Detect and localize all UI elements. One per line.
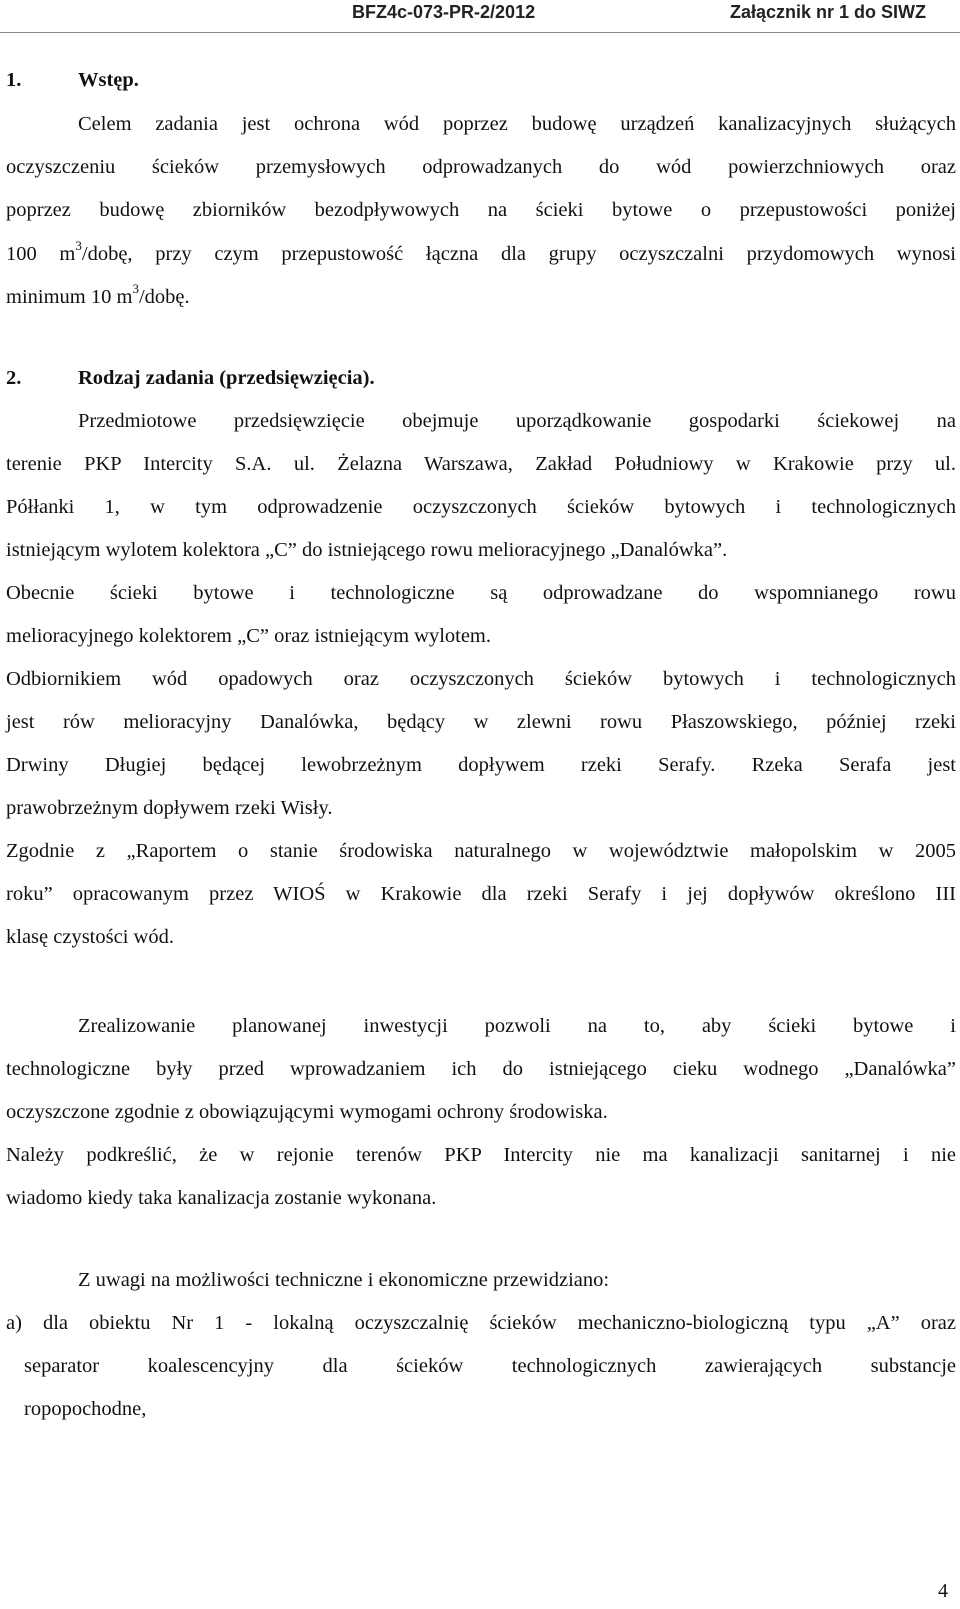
section-title: Wstęp. bbox=[78, 69, 139, 91]
paragraph-line: Zrealizowanie planowanej inwestycji pozwoli na to, aby ścieki bytowe i bbox=[78, 1015, 956, 1037]
paragraph-line: prawobrzeżnym dopływem rzeki Wisły. bbox=[6, 797, 333, 819]
paragraph-line: Zgodnie z „Raportem o stanie środowiska naturalnego w województwie małopolskim w 2005 bbox=[6, 840, 956, 862]
paragraph-line: Odbiornikiem wód opadowych oraz oczyszczonych ścieków bytowych i technologicznych bbox=[6, 668, 956, 690]
paragraph-line: Obecnie ścieki bytowe i technologiczne są odprowadzane do wspomnianego rowu bbox=[6, 582, 956, 604]
paragraph-line: wiadomo kiedy taka kanalizacja zostanie wykonana. bbox=[6, 1187, 437, 1209]
section-number: 1. bbox=[6, 69, 22, 91]
paragraph-line: Należy podkreślić, że w rejonie terenów PKP Intercity nie ma kanalizacji sanitarnej i nie bbox=[6, 1144, 956, 1166]
paragraph-line: Celem zadania jest ochrona wód poprzez budowę urządzeń kanalizacyjnych służących bbox=[78, 113, 956, 135]
paragraph-line: oczyszczone zgodnie z obowiązującymi wymogami ochrony środowiska. bbox=[6, 1101, 608, 1123]
paragraph-line: roku” opracowanym przez WIOŚ w Krakowie dla rzeki Serafy i jej dopływów określono III bbox=[6, 883, 956, 905]
page-header bbox=[0, 2, 960, 30]
document-reference: BFZ4c-073-PR-2/2012 bbox=[352, 2, 536, 22]
section-1-heading bbox=[6, 66, 956, 94]
paragraph-line: klasę czystości wód. bbox=[6, 926, 174, 948]
section-number: 2. bbox=[6, 367, 22, 389]
header-divider bbox=[0, 32, 960, 33]
section-title: Rodzaj zadania (przedsięwzięcia). bbox=[78, 367, 375, 389]
paragraph-line: jest rów melioracyjny Danalówka, będący w zlewni rowu Płaszowskiego, później rzeki bbox=[6, 711, 956, 733]
paragraph-line: Drwiny Długiej będącej lewobrzeżnym dopływem rzeki Serafy. Rzeka Serafa jest bbox=[6, 754, 956, 776]
attachment-label: Załącznik nr 1 do SIWZ bbox=[730, 2, 927, 22]
paragraph-line: minimum 10 $m^3$/dobę. bbox=[6, 281, 190, 308]
paragraph-line: technologiczne były przed wprowadzaniem ich do istniejącego cieku wodnego „Danalówka” bbox=[6, 1058, 956, 1080]
paragraph-line: Przedmiotowe przedsięwzięcie obejmuje uporządkowanie gospodarki ściekowej na bbox=[78, 410, 956, 432]
paragraph-line: oczyszczeniu ścieków przemysłowych odprowadzanych do wód powierzchniowych oraz bbox=[6, 156, 956, 178]
paragraph-line: Z uwagi na możliwości techniczne i ekonomiczne przewidziano: bbox=[78, 1269, 610, 1291]
page-number: 4 bbox=[938, 1580, 948, 1602]
section-2-heading bbox=[6, 364, 956, 392]
paragraph-line: Półłanki 1, w tym odprowadzenie oczyszczonych ścieków bytowych i technologicznych bbox=[6, 496, 956, 518]
paragraph-line: poprzez budowę zbiorników bezodpływowych na ścieki bytowe o przepustowości poniżej bbox=[6, 199, 956, 221]
paragraph-line: istniejącym wylotem kolektora „C” do istniejącego rowu melioracyjnego „Danalówka”. bbox=[6, 539, 728, 561]
paragraph-line: terenie PKP Intercity S.A. ul. Żelazna Warszawa, Zakład Południowy w Krakowie przy ul. bbox=[6, 453, 956, 475]
list-item-a-continuation: separator koalescencyjny dla ścieków technologicznych zawierających substancje bbox=[24, 1355, 956, 1377]
list-item-a: a) dla obiektu Nr 1 - lokalną oczyszczalnię ścieków mechaniczno-biologiczną typu „A” oraz bbox=[6, 1312, 956, 1334]
list-item-a-continuation: ropopochodne, bbox=[24, 1398, 147, 1420]
paragraph-line: 100 $m^3$/dobę, przy czym przepustowość łączna dla grupy oczyszczalni przydomowych wynosi bbox=[6, 238, 957, 265]
paragraph-line: melioracyjnego kolektorem „C” oraz istniejącym wylotem. bbox=[6, 625, 492, 647]
